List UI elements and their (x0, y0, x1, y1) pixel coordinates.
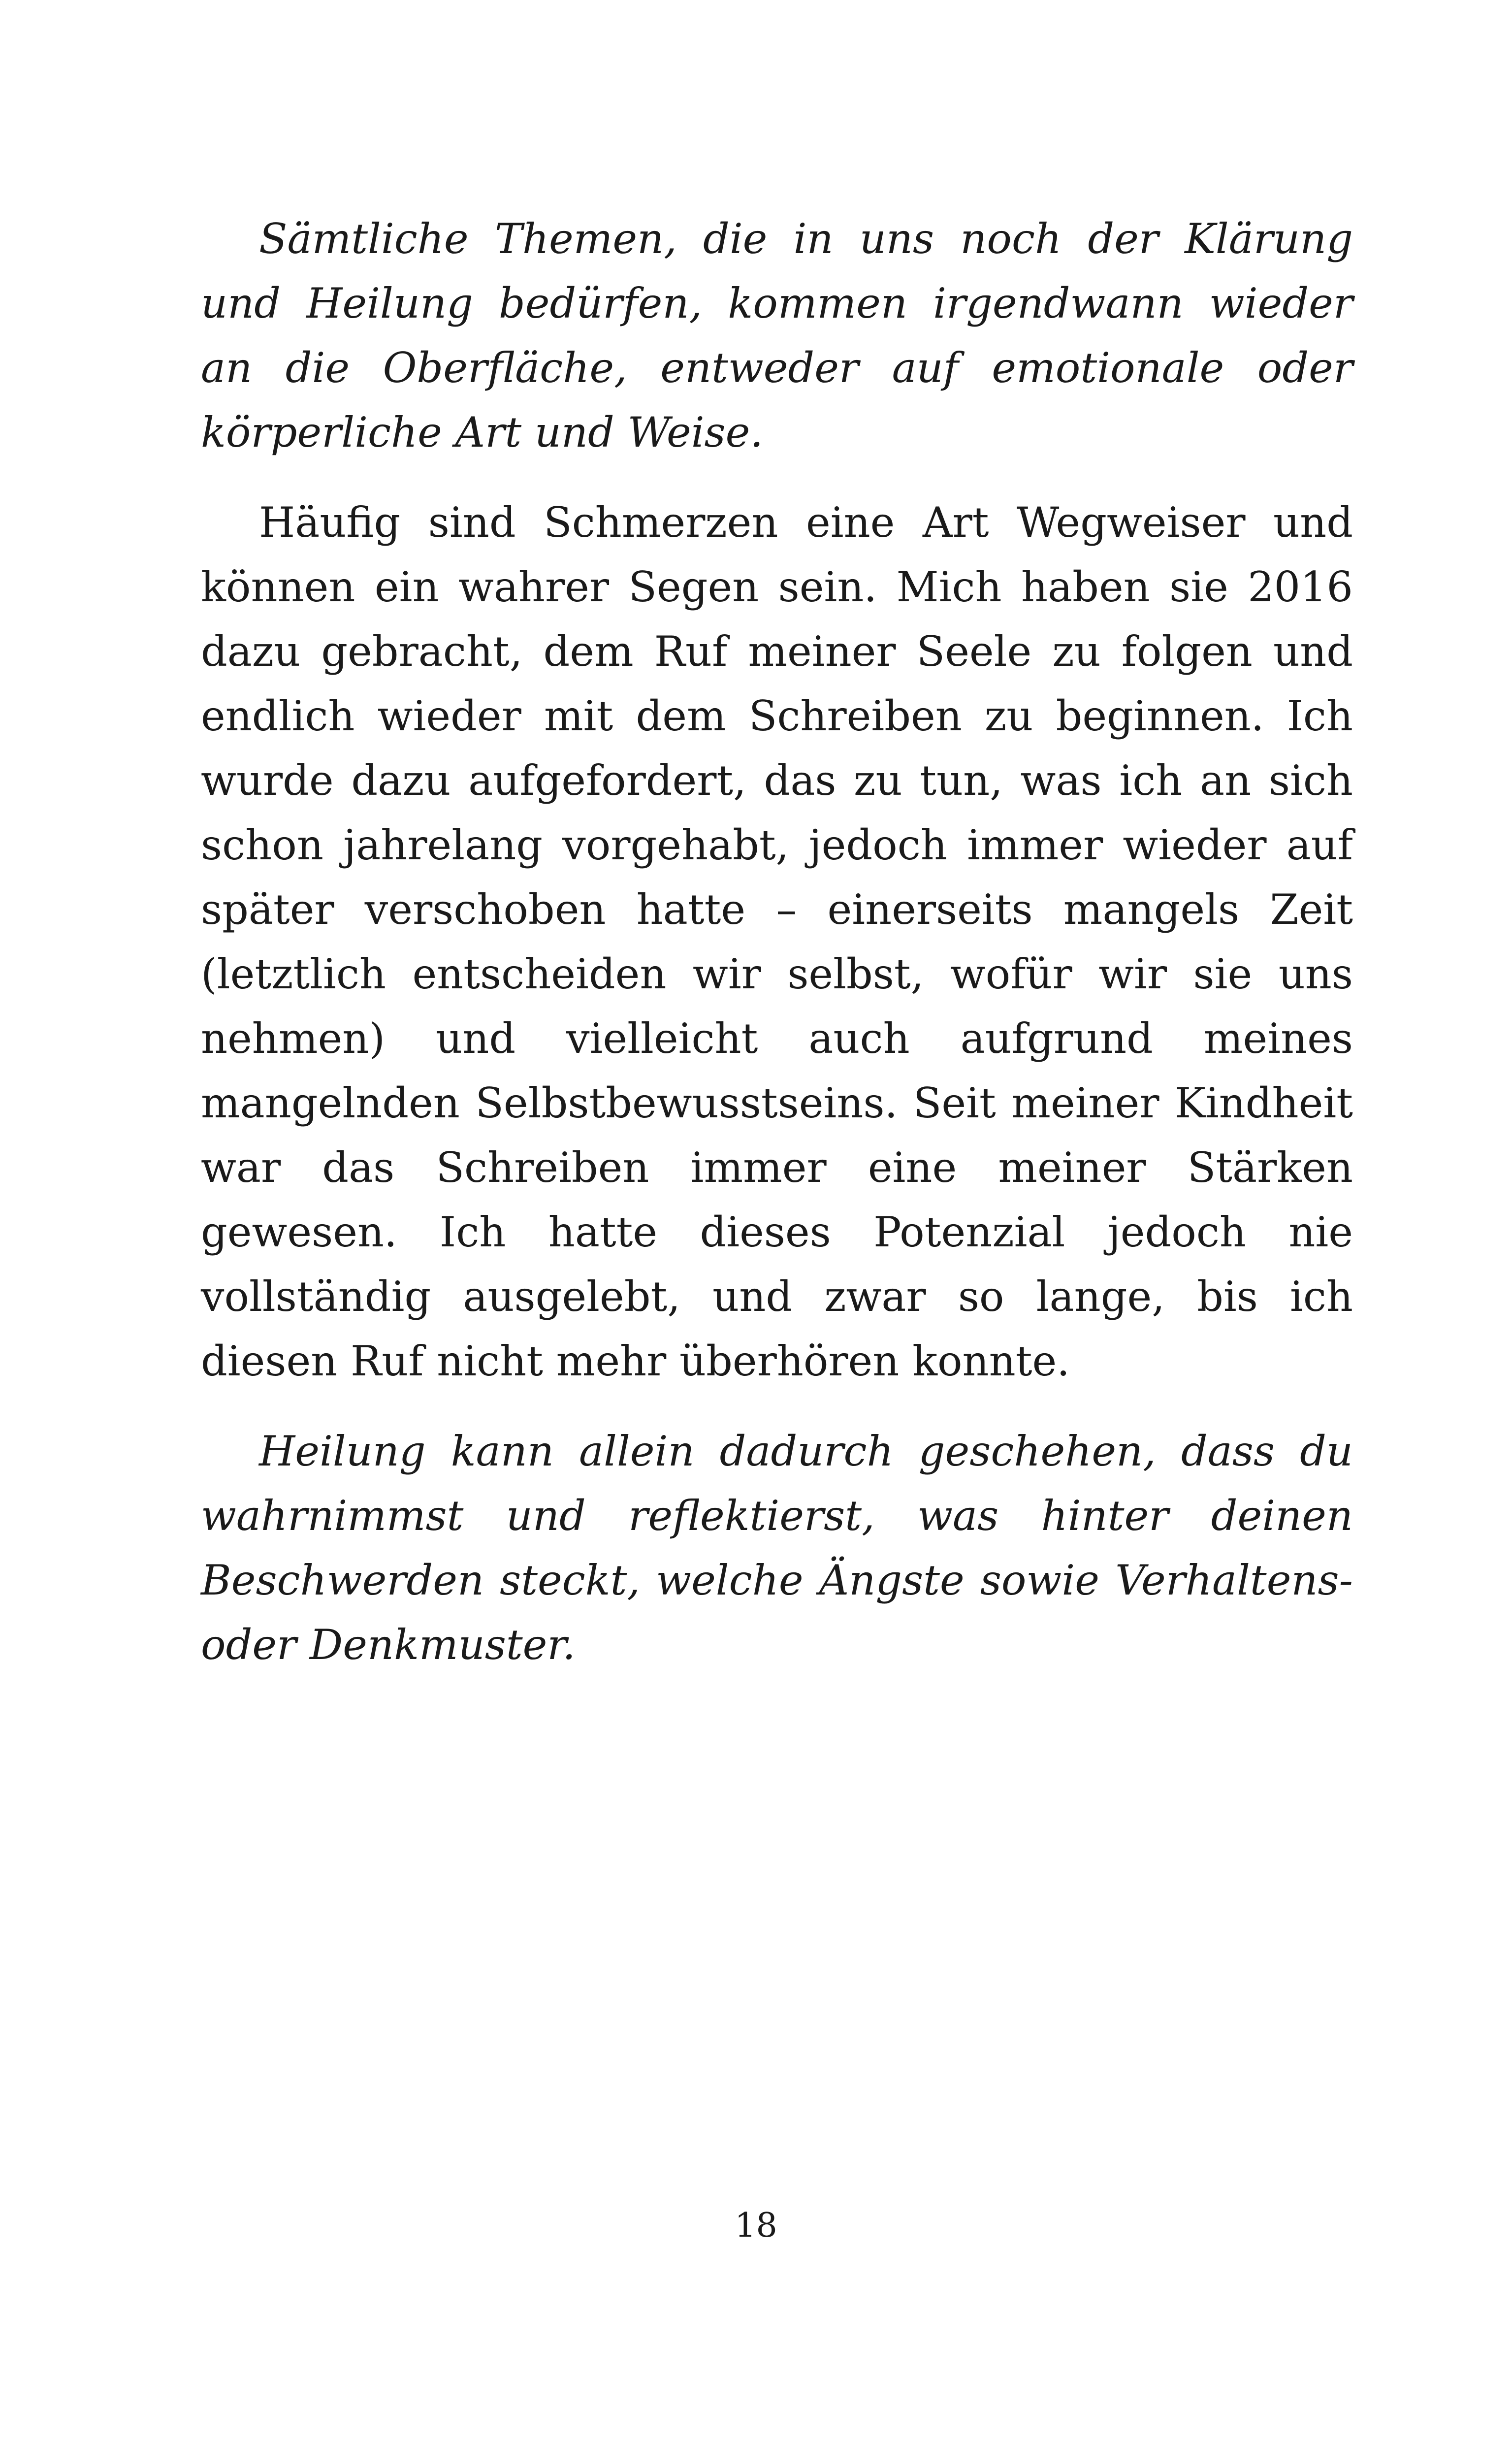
paragraph-main: Häufig sind Schmerzen eine Art Wegweiser und können ein wahrer Segen sein. Mich haben sie 2016 dazu gebracht, dem Ruf meiner Seele zu folgen und endlich wieder mit dem Schreiben zu beginnen. Ich wurde dazu aufgefordert, das zu tun, was ich an sich schon jahrelang vorgehabt, jedoch immer wieder auf später verschoben hatte – einerseits mangels Zeit (letztlich entscheiden wir selbst, wofür wir sie uns nehmen) und vielleicht auch aufgrund meines mangelnden Selbstbewusstseins. Seit meiner Kindheit war das Schreiben immer eine meiner Stärken gewesen. Ich hatte dieses Potenzial jedoch nie vollständig ausgelebt, und zwar so lange, bis ich diesen Ruf nicht mehr überhören konnte. (201, 498, 1353, 1385)
body-text (201, 207, 1353, 1677)
paragraph-italic-closing: Heilung kann allein dadurch geschehen, dass du wahrnimmst und reflektierst, was hinter deinen Beschwerden steckt, welche Ängste sowie Verhaltens- oder Denkmuster. (201, 1427, 1353, 1669)
page-number: 18 (735, 2206, 777, 2245)
paragraph-italic-intro: Sämtliche Themen, die in uns noch der Klärung und Heilung bedürfen, kommen irgendwann wieder an die Oberfläche, entweder auf emotionale oder körperliche Art und Weise. (201, 215, 1353, 456)
